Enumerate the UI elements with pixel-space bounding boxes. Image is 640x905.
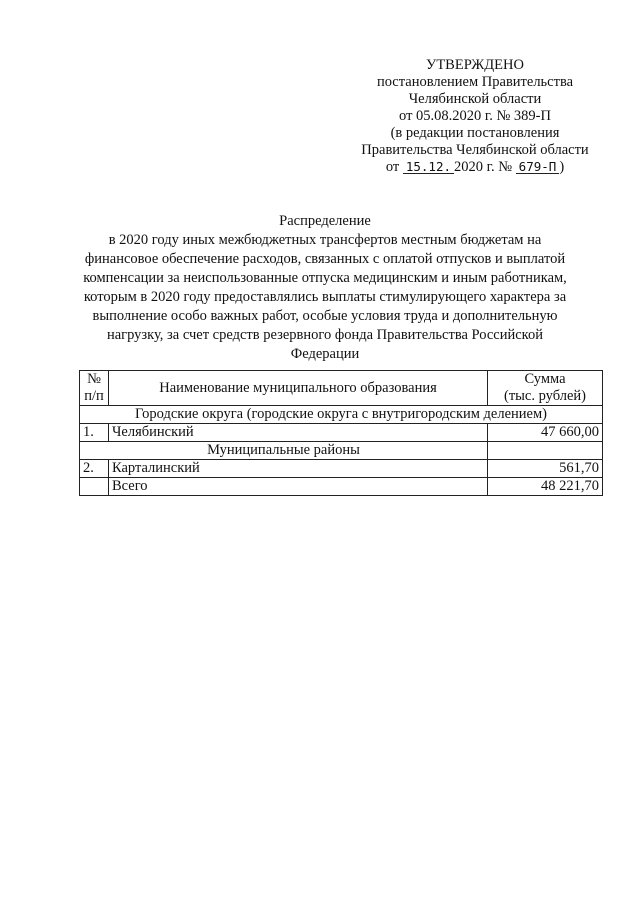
title-line: компенсации за неиспользованные отпуска медицинским и иным работникам, bbox=[83, 270, 567, 286]
approval-heading: УТВЕРЖДЕНО bbox=[426, 57, 524, 73]
header-sum-line2: (тыс. рублей) bbox=[504, 388, 586, 404]
approval-line: Челябинской области bbox=[408, 91, 542, 107]
row-num: 1. bbox=[80, 424, 109, 442]
date-suffix: 2020 г. № bbox=[454, 159, 513, 175]
title-line: выполнение особо важных работ, особые условия труда и дополнительную bbox=[92, 308, 558, 324]
approval-date-line bbox=[350, 159, 600, 176]
header-num-line2: п/п bbox=[84, 388, 104, 404]
row-sum: 561,70 bbox=[488, 460, 603, 478]
section-empty-cell bbox=[488, 442, 603, 460]
header-sum-line1: Сумма bbox=[524, 371, 566, 387]
table-section-row bbox=[80, 442, 603, 460]
row-name: Челябинский bbox=[109, 424, 488, 442]
handwritten-number: 679-П bbox=[516, 160, 560, 174]
approval-line: постановлением Правительства bbox=[376, 74, 574, 90]
header-name: Наименование муниципального образования bbox=[109, 371, 488, 406]
title-heading: Распределение bbox=[279, 213, 371, 229]
section-municipal-districts: Муниципальные районы bbox=[80, 442, 488, 460]
row-sum: 47 660,00 bbox=[488, 424, 603, 442]
allocation-table bbox=[79, 370, 603, 496]
table-total-row bbox=[80, 478, 603, 496]
title-line: финансовое обеспечение расходов, связанных с оплатой отпусков и выплатой bbox=[84, 251, 566, 267]
section-city-districts: Городские округа (городские округа с внутригородским делением) bbox=[80, 406, 603, 424]
total-sum: 48 221,70 bbox=[488, 478, 603, 496]
table-row bbox=[80, 460, 603, 478]
total-label: Всего bbox=[109, 478, 488, 496]
title-line: нагрузку, за счет средств резервного фонда Правительства Российской bbox=[106, 327, 543, 343]
table-section-row bbox=[80, 406, 603, 424]
total-num bbox=[80, 478, 109, 496]
title-line: которым в 2020 году предоставлялись выплаты стимулирующего характера за bbox=[83, 289, 567, 305]
table-row bbox=[80, 424, 603, 442]
row-name: Карталинский bbox=[109, 460, 488, 478]
approval-line: от 05.08.2020 г. № 389-П bbox=[399, 108, 551, 124]
header-num-line1: № bbox=[87, 371, 101, 387]
title-line: в 2020 году иных межбюджетных трансфертов местным бюджетам на bbox=[108, 232, 542, 248]
title-line: Федерации bbox=[290, 346, 360, 362]
closing-paren: ) bbox=[559, 159, 565, 175]
document-title bbox=[75, 212, 575, 364]
header-num bbox=[80, 371, 109, 406]
approval-line: Правительства Челябинской области bbox=[361, 142, 589, 158]
row-num: 2. bbox=[80, 460, 109, 478]
approval-block bbox=[350, 57, 600, 176]
header-sum bbox=[488, 371, 603, 406]
handwritten-date: 15.12. bbox=[403, 160, 454, 174]
approval-line: (в редакции постановления bbox=[390, 125, 560, 141]
table-header-row bbox=[80, 371, 603, 406]
date-prefix: от bbox=[385, 159, 400, 175]
